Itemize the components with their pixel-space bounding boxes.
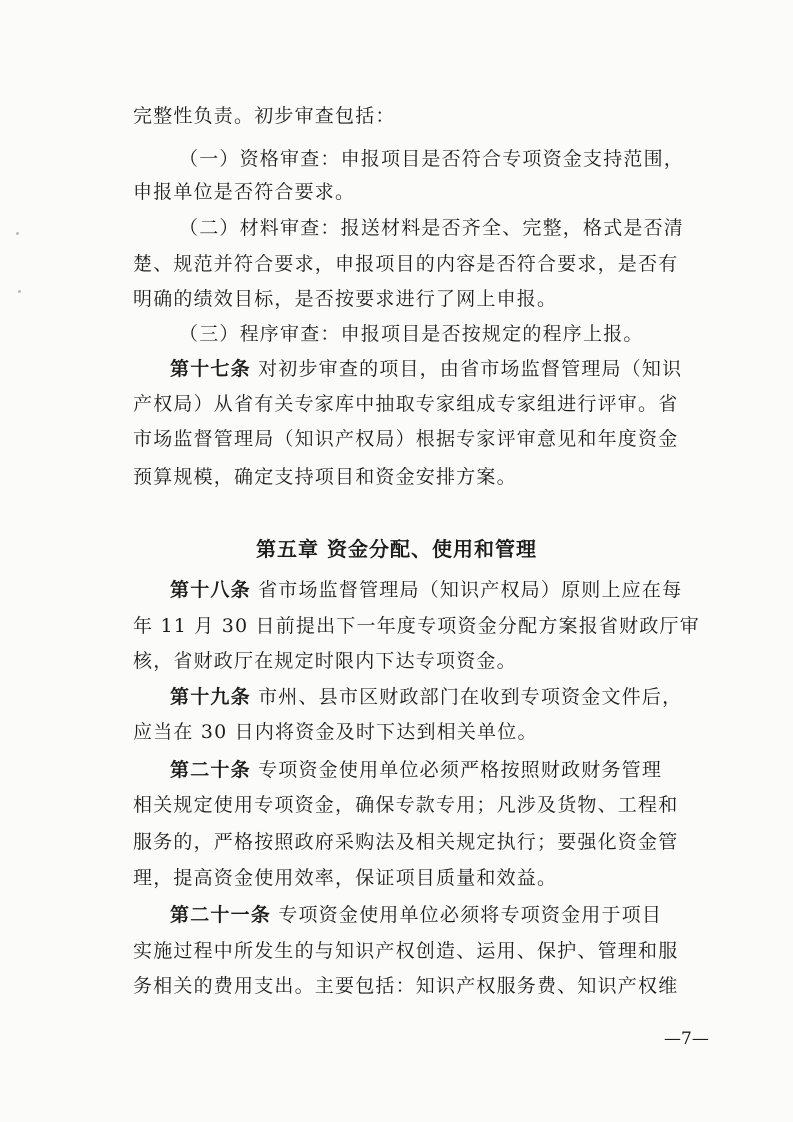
body-line: 务相关的费用支出。主要包括：知识产权服务费、知识产权维 — [133, 975, 679, 997]
body-line: 实施过程中所发生的与知识产权创造、运用、保护、管理和服 — [133, 940, 679, 962]
body-line: （一）资格审查：申报项目是否符合专项资金支持范围， — [179, 148, 685, 170]
article-label: 第二十一条 — [170, 904, 272, 926]
body-line: （二）材料审查：报送材料是否齐全、完整，格式是否清 — [179, 217, 685, 239]
body-line: 相关规定使用专项资金，确保专款专用；凡涉及货物、工程和 — [133, 794, 679, 816]
body-line: 核，省财政厅在规定时限内下达专项资金。 — [133, 650, 517, 672]
scan-speck — [18, 290, 21, 293]
article-paragraph — [170, 758, 662, 782]
body-line: 理，提高资金使用效率，保证项目质量和效益。 — [133, 867, 558, 889]
article-paragraph — [170, 578, 682, 602]
body-line: 应当在 30 日内将资金及时下达到相关单位。 — [133, 721, 538, 743]
body-line: 市场监督管理局（知识产权局）根据专家评审意见和年度资金 — [133, 428, 679, 450]
article-label: 第十八条 — [170, 579, 251, 601]
body-line: 明确的绩效目标，是否按要求进行了网上申报。 — [133, 288, 558, 310]
body-text: 专项资金使用单位必须将专项资金用于项目 — [278, 904, 663, 926]
body-line: 服务的，严格按照政府采购法及相关规定执行；要强化资金管 — [133, 831, 679, 853]
scan-speck — [16, 232, 19, 235]
article-label: 第十七条 — [170, 358, 251, 380]
article-label: 第二十条 — [170, 759, 251, 781]
body-text: 专项资金使用单位必须严格按照财政财务管理 — [258, 759, 663, 781]
body-line: 预算规模，确定支持项目和资金安排方案。 — [133, 466, 517, 488]
body-line: 完整性负责。初步审查包括： — [133, 105, 396, 127]
article-paragraph — [170, 903, 662, 927]
body-line: 楚、规范并符合要求，申报项目的内容是否符合要求，是否有 — [133, 253, 679, 275]
body-line: 年 11 月 30 日前提出下一年度专项资金分配方案报省财政厅审 — [133, 615, 700, 637]
body-line: 产权局）从省有关专家库中抽取专家组成专家组进行评审。省 — [133, 393, 679, 415]
article-paragraph — [170, 357, 682, 381]
chapter-heading: 第五章 资金分配、使用和管理 — [256, 537, 537, 561]
body-text: 省市场监督管理局（知识产权局）原则上应在每 — [258, 579, 683, 601]
body-text: 对初步审查的项目，由省市场监督管理局（知识 — [258, 358, 683, 380]
page-number: —7— — [664, 1029, 709, 1049]
body-line: （三）程序审查：申报项目是否按规定的程序上报。 — [179, 323, 644, 345]
article-paragraph — [170, 685, 682, 709]
body-line: 申报单位是否符合要求。 — [133, 181, 356, 203]
body-text: 市州、县市区财政部门在收到专项资金文件后， — [258, 686, 683, 708]
article-label: 第十九条 — [170, 686, 251, 708]
